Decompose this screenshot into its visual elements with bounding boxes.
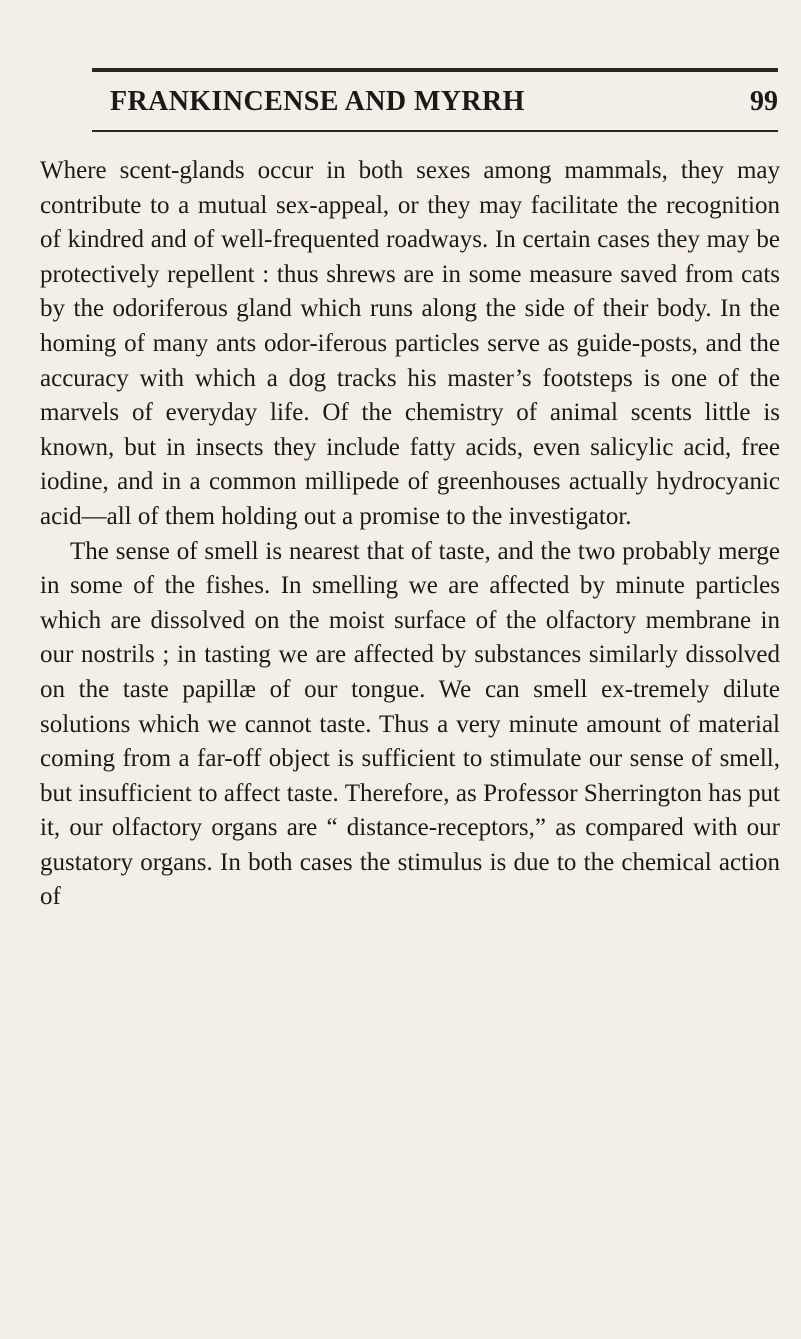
page-header [92,84,778,120]
body-text [40,154,780,915]
header-top-rule [92,68,778,72]
paragraph-scent-glands: Where scent-glands occur in both sexes among mammals, they may contribute to a mutual sex-appeal, or they may facilitate the recognition of kindred and of well-frequented roadways. In certain cases they may be protectively repellent : thus shrews are in some measure saved from cats by the odoriferous gland which runs along the side of their body. In the homing of many ants odor-iferous particles serve as guide-posts, and the accuracy with which a dog tracks his master’s footsteps is one of the marvels of everyday life. Of the chemistry of animal scents little is known, but in insects they include fatty acids, even salicylic acid, free iodine, and in a common millipede of greenhouses actually hydrocyanic acid—all of them holding out a promise to the investigator. [40,157,780,530]
running-title: FRANKINCENSE AND MYRRH [110,86,525,117]
header-bottom-rule [92,130,778,132]
paragraph-smell-and-taste: The sense of smell is nearest that of taste, and the two probably merge in some of the fishes. In smelling we are affected by minute particles which are dissolved on the moist surface of the olfactory membrane in our nostrils ; in tasting we are affected by substances similarly dissolved on the taste papillæ of our tongue. We can smell ex-tremely dilute solutions which we cannot taste. Thus a very minute amount of material coming from a far-off object is sufficient to stimulate our sense of smell, but insufficient to affect taste. Therefore, as Professor Sherrington has put it, our olfactory organs are “ distance-receptors,” as compared with our gustatory organs. In both cases the stimulus is due to the chemical action of [40,537,780,911]
page-number: 99 [750,86,778,117]
